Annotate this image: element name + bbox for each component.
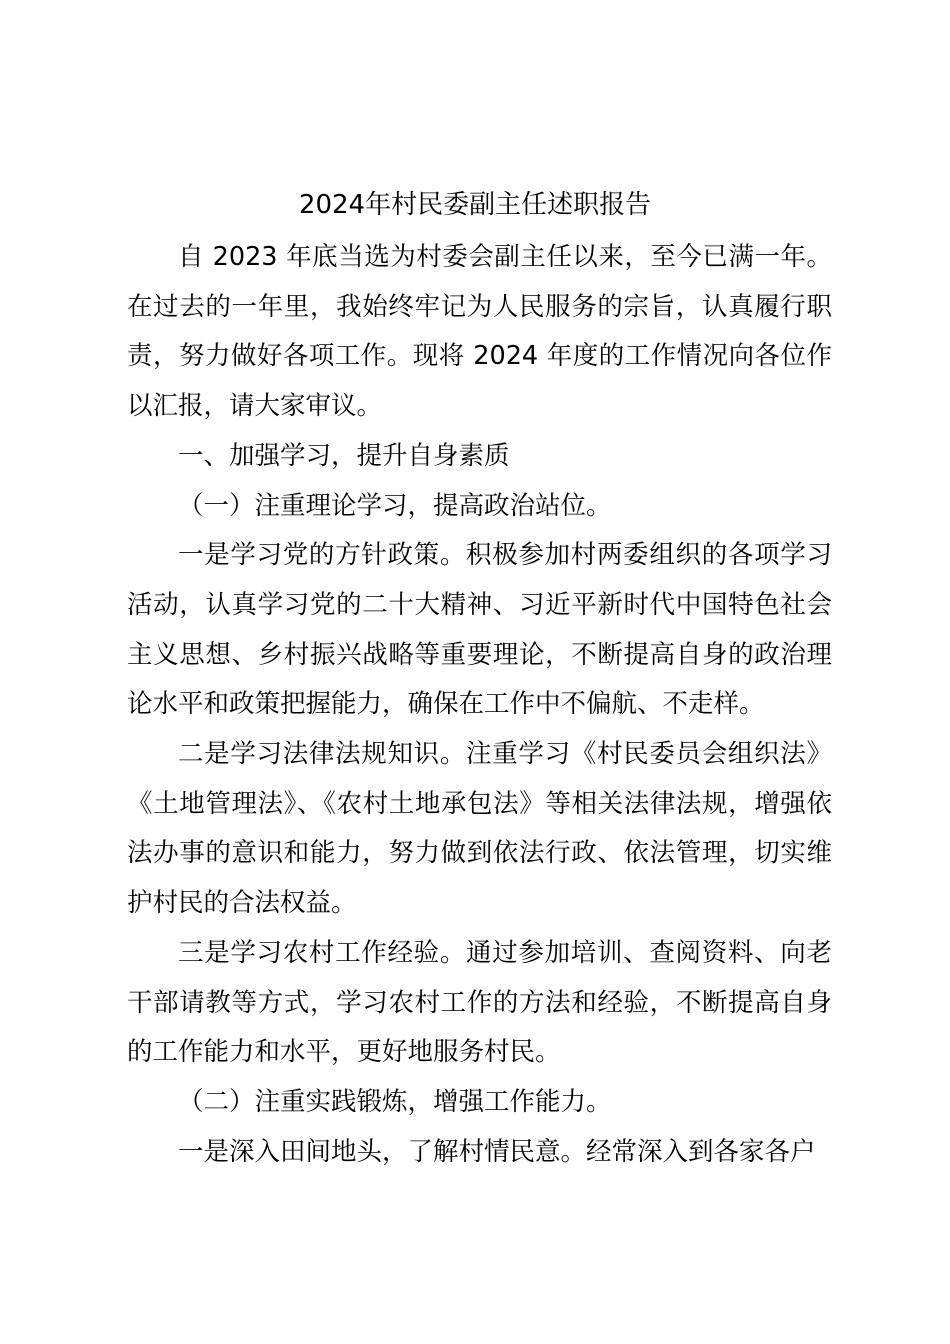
document-title: 2024年村民委副主任述职报告: [298, 190, 652, 220]
subsection-heading-2: （二）注重实践锻炼，增强工作能力。: [178, 1086, 612, 1117]
document-body: [127, 233, 832, 1177]
paragraph-policy-study: 一是学习党的方针政策。积极参加村两委组织的各项学习活动，认真学习党的二十大精神、习近平新时代中国特色社会主义思想、乡村振兴战略等重要理论，不断提高自身的政治理论水平和政策把握能力，确保在工作中不偏航、不走样。: [127, 540, 832, 720]
subsection-heading-1: （一）注重理论学习，提高政治站位。: [178, 490, 612, 521]
section-heading-1: 一、加强学习，提升自身素质: [178, 440, 510, 471]
paragraph-law-study: 二是学习法律法规知识。注重学习《村民委员会组织法》《土地管理法》、《农村土地承包法》等相关法律法规，增强依法办事的意识和能力，努力做到依法行政、依法管理，切实维护村民的合法权益。: [127, 739, 832, 919]
paragraph-intro: 自 2023 年底当选为村委会副主任以来，至今已满一年。在过去的一年里，我始终牢记为人民服务的宗旨，认真履行职责，努力做好各项工作。现将 2024 年度的工作情况向各位作以汇报，请大家审议。: [127, 242, 832, 422]
paragraph-field-visits: 一是深入田间地头，了解村情民意。经常深入到各家各户: [178, 1136, 816, 1167]
paragraph-experience-study: 三是学习农村工作经验。通过参加培训、查阅资料、向老干部请教等方式，学习农村工作的方法和经验，不断提高自身的工作能力和水平，更好地服务村民。: [127, 937, 832, 1068]
